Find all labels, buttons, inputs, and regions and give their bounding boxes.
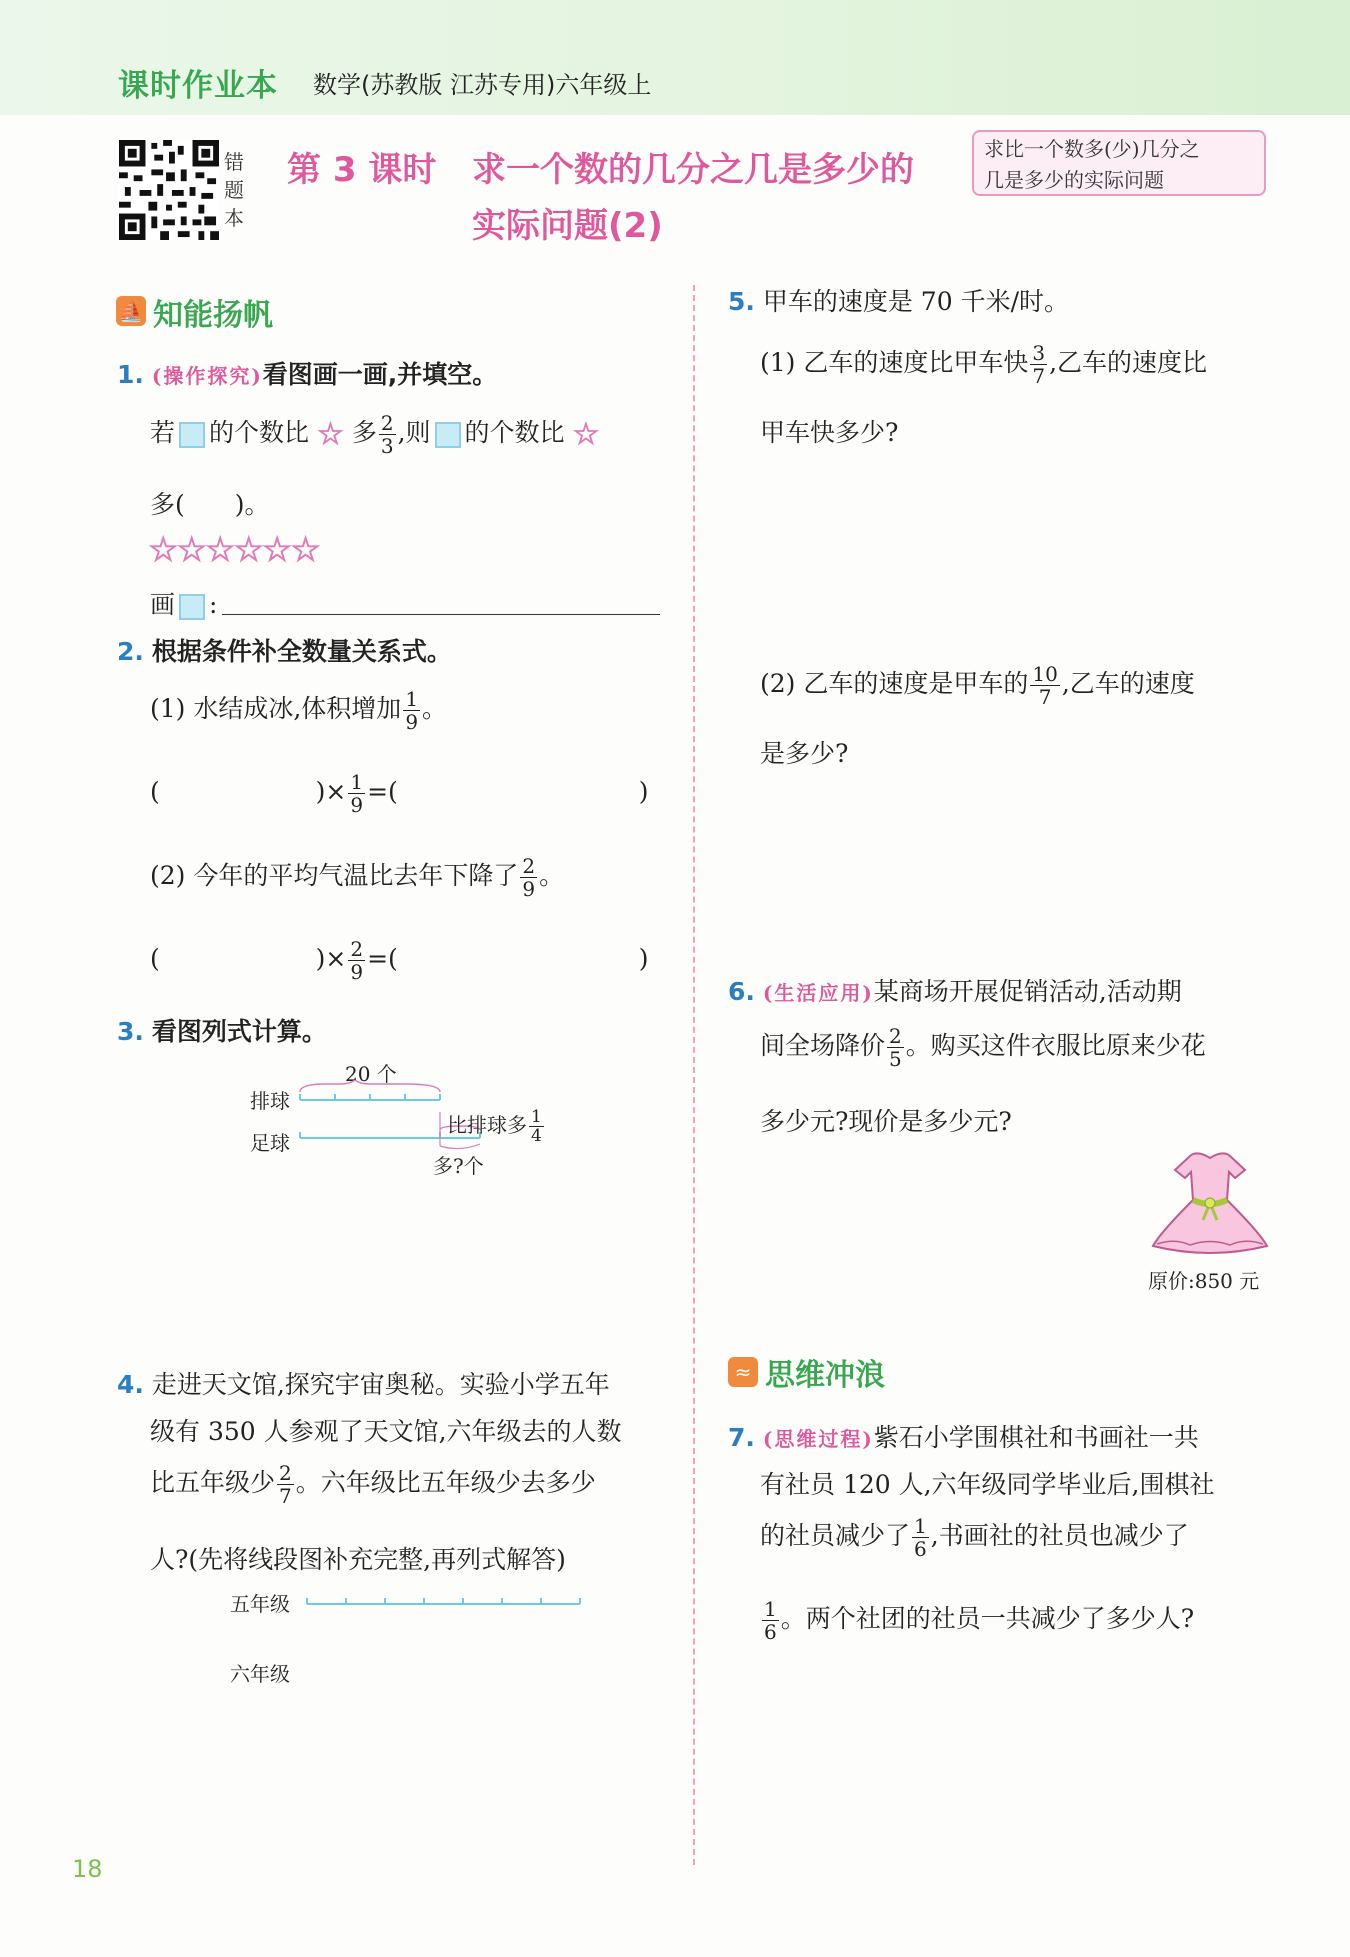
numerator: 10 [1032, 662, 1058, 686]
original-price: 原价:850 元 [1148, 1269, 1260, 1293]
text-segment: )× [315, 777, 347, 806]
equation-1 [150, 771, 650, 816]
question-1-title [117, 355, 497, 391]
text-segment: (2) 乙车的速度是甲车的 [760, 669, 1029, 698]
denominator: 7 [1032, 364, 1046, 388]
text-segment: 走进天文馆,探究宇宙奥秘。实验小学五年 [151, 1370, 610, 1399]
question-2-part-1 [150, 688, 447, 733]
numerator: 2 [522, 854, 536, 878]
fraction [912, 1515, 929, 1560]
text-segment: 紫石小学围棋社和书画社一共 [873, 1423, 1199, 1452]
text-segment: 。两个社团的社员一共减少了多少人? [780, 1604, 1195, 1633]
denominator: 9 [350, 960, 364, 984]
text-segment: 比排球多 [447, 1113, 527, 1137]
lesson-title-line2: 实际问题(2) [472, 206, 663, 246]
square-icon [435, 422, 461, 448]
question-2-part-2 [150, 855, 564, 900]
text-segment: ,则 [397, 418, 431, 447]
text-segment: 。 [422, 694, 448, 723]
compare-label [447, 1108, 546, 1145]
square-icon [179, 422, 205, 448]
text-segment: 比五年级少 [150, 1468, 276, 1497]
numerator: 1 [405, 687, 419, 711]
fraction [520, 855, 537, 900]
question-5-part1-line2: 甲车快多少? [760, 418, 899, 447]
brand-title: 课时作业本 [118, 68, 278, 104]
fraction [529, 1108, 544, 1145]
text-segment: (1) 乙车的速度比甲车快 [760, 348, 1029, 377]
text-segment: ) [638, 777, 649, 806]
dress-icon [1145, 1148, 1275, 1258]
fraction [348, 771, 365, 816]
question-7-line3 [760, 1515, 1189, 1560]
denominator: 9 [522, 877, 536, 901]
numerator: 2 [380, 411, 394, 435]
text-segment: 某商场开展促销活动,活动期 [873, 977, 1182, 1006]
fraction [379, 412, 396, 457]
question-number: 1. [117, 360, 144, 389]
question-7-line4 [760, 1598, 1194, 1643]
wave-icon: ≈ [728, 1357, 758, 1387]
text-segment: =( [367, 944, 398, 973]
denominator: 9 [350, 793, 364, 817]
numerator: 1 [350, 770, 364, 794]
qr-label: 错题本 [224, 150, 244, 230]
star-icon: ☆ [316, 417, 344, 452]
text-segment: ( [150, 944, 160, 973]
question-number: 7. [728, 1423, 755, 1452]
text-segment: (1) 水结成冰,体积增加 [150, 694, 402, 723]
text-segment: 。购买这件衣服比原来少花 [905, 1031, 1206, 1060]
section-title-2: 思维冲浪 [765, 1358, 885, 1393]
text-segment: ( [150, 777, 160, 806]
text-segment: 的个数比 [464, 418, 565, 447]
diagram-top-label: 20 个 [345, 1062, 397, 1086]
grade6-label: 六年级 [230, 1662, 290, 1686]
lesson-subtitle-box [972, 130, 1266, 196]
football-label: 足球 [250, 1131, 290, 1155]
draw-answer-line[interactable] [222, 614, 660, 615]
question-text: 根据条件补全数量关系式。 [151, 637, 452, 666]
fraction [348, 938, 365, 983]
text-segment: ) [638, 944, 649, 973]
text-segment: 若 [150, 418, 176, 447]
fraction [1030, 663, 1059, 708]
text-segment: : [209, 590, 218, 619]
star-row: ☆☆☆☆☆☆ [148, 530, 319, 570]
question-5-part1-line1 [760, 342, 1207, 387]
question-6-line2 [760, 1025, 1206, 1070]
fraction [403, 688, 420, 733]
text-segment: )× [315, 944, 347, 973]
denominator: 4 [531, 1126, 542, 1146]
denominator: 9 [405, 710, 419, 734]
text-segment: 甲车的速度是 70 千米/时。 [762, 287, 1069, 316]
denominator: 5 [889, 1047, 902, 1071]
question-number: 4. [117, 1370, 144, 1399]
question-tag: (操作探究) [151, 364, 263, 388]
text-segment: =( [367, 777, 398, 806]
text-segment: ,乙车的速度比 [1049, 348, 1208, 377]
question-1-statement [150, 412, 599, 457]
question-3-title [117, 1012, 327, 1048]
question-6-line3: 多少元?现价是多少元? [760, 1107, 1012, 1136]
numerator: 2 [350, 937, 364, 961]
equation-2 [150, 938, 650, 983]
question-number: 3. [117, 1017, 144, 1046]
question-4-line3 [150, 1462, 596, 1507]
question-1-blank[interactable]: 多( )。 [150, 490, 270, 519]
volleyball-label: 排球 [250, 1089, 290, 1113]
fraction [887, 1025, 904, 1070]
text-segment: ,书画社的社员也减少了 [930, 1521, 1189, 1550]
question-4-line1 [117, 1365, 610, 1401]
numerator: 1 [764, 1597, 777, 1621]
text-segment: 间全场降价 [760, 1031, 886, 1060]
segment-diagram-q4 [305, 1588, 585, 1614]
text-segment: ,乙车的速度 [1061, 669, 1195, 698]
sail-icon: ⛵ [116, 296, 146, 326]
text-segment: 。六年级比五年级少去多少 [295, 1468, 596, 1497]
page-number: 18 [72, 1855, 103, 1883]
question-6-line1 [728, 972, 1182, 1008]
star-icon: ☆ [572, 417, 600, 452]
denominator: 7 [279, 1484, 292, 1508]
text-segment: 的社员减少了 [760, 1521, 911, 1550]
text-segment: 的个数比 [209, 418, 310, 447]
section-title-1: 知能扬帆 [153, 298, 273, 333]
question-5-part2-line2: 是多少? [760, 739, 849, 768]
lesson-title-line1: 求一个数的几分之几是多少的 [472, 150, 914, 190]
question-4-line2: 级有 350 人参观了天文馆,六年级去的人数 [150, 1417, 622, 1446]
numerator: 2 [889, 1024, 902, 1048]
denominator: 7 [1038, 685, 1052, 709]
question-2-title [117, 632, 452, 668]
book-title: 数学(苏教版 江苏专用)六年级上 [313, 71, 652, 99]
lesson-subtitle-line2: 几是多少的实际问题 [984, 168, 1164, 192]
question-number: 5. [728, 287, 755, 316]
question-5-part2-line1 [760, 663, 1195, 708]
denominator: 6 [914, 1537, 927, 1561]
denominator: 3 [380, 434, 394, 458]
numerator: 3 [1032, 341, 1046, 365]
ask-label: 多?个 [433, 1154, 484, 1178]
lesson-subtitle-line1: 求比一个数多(少)几分之 [984, 137, 1200, 161]
question-number: 2. [117, 637, 144, 666]
fraction [762, 1598, 779, 1643]
draw-row [150, 585, 217, 621]
question-7-line2: 有社员 120 人,六年级同学毕业后,围棋社 [760, 1470, 1215, 1499]
draw-label: 画 [150, 590, 176, 619]
denominator: 6 [764, 1620, 777, 1644]
fraction [277, 1462, 294, 1507]
lesson-number: 第 3 课时 [287, 150, 437, 190]
text-segment: 。 [539, 861, 565, 890]
numerator: 1 [914, 1514, 927, 1538]
numerator: 2 [279, 1461, 292, 1485]
text-segment: (2) 今年的平均气温比去年下降了 [150, 861, 519, 890]
qr-code-icon[interactable] [118, 140, 220, 240]
square-icon [179, 594, 205, 620]
question-text: 看图画一画,并填空。 [262, 360, 498, 389]
text-segment: 多 [351, 418, 377, 447]
numerator: 1 [531, 1107, 542, 1127]
question-text: 看图列式计算。 [151, 1017, 327, 1046]
question-tag: (思维过程) [762, 1427, 874, 1451]
column-divider [693, 285, 695, 1865]
question-number: 6. [728, 977, 755, 1006]
fraction [1030, 342, 1047, 387]
grade5-label: 五年级 [230, 1592, 290, 1616]
question-4-line4: 人?(先将线段图补充完整,再列式解答) [150, 1545, 566, 1574]
question-tag: (生活应用) [762, 981, 874, 1005]
question-7-line1 [728, 1418, 1199, 1454]
question-5-title [728, 282, 1069, 318]
